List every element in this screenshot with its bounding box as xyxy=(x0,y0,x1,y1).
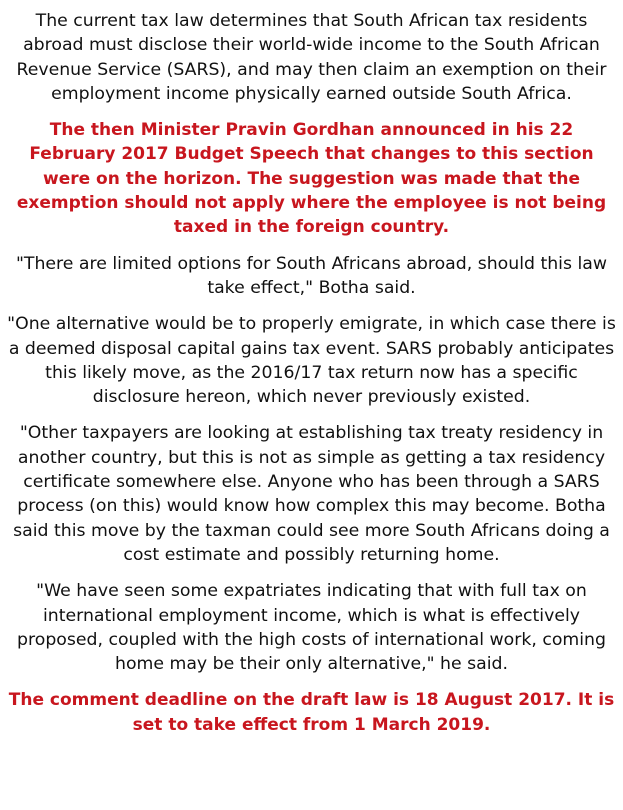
article-body xyxy=(0,9,623,749)
paragraph-highlight-comment-deadline: The comment deadline on the draft law is 18 August 2017. It is set to take effect from 1 March 2019. xyxy=(8,690,615,735)
paragraph-botha-quote-options: "There are limited options for South Africans abroad, should this law take effect," Botha said. xyxy=(15,253,608,298)
paragraph-emigrate-alternative: "One alternative would be to properly emigrate, in which case there is a deemed disposal capital gains tax event. SARS probably anticipates this likely move, as the 2016/17 tax return now has a specific disclosure hereon, which never previously existed. xyxy=(7,314,616,408)
paragraph-tax-treaty-residency: "Other taxpayers are looking at establishing tax treaty residency in another country, but this is not as simple as getting a tax residency certificate somewhere else. Anyone who has been through a SARS process (on this) would know how complex this may become. Botha said this move by the taxman could see more South Africans doing a cost estimate and possibly returning home. xyxy=(13,423,610,565)
paragraph-highlight-budget-speech: The then Minister Pravin Gordhan announced in his 22 February 2017 Budget Speech that changes to this section were on the horizon. The suggestion was made that the exemption should not apply where the employee is not being taxed in the foreign country. xyxy=(16,120,607,238)
paragraph-expatriates-quote: "We have seen some expatriates indicating that with full tax on international employment income, which is what is effectively proposed, coupled with the high costs of international work, coming home may be their only alternative," he said. xyxy=(17,581,606,675)
paragraph-tax-law-intro: The current tax law determines that South African tax residents abroad must disclose their world-wide income to the South African Revenue Service (SARS), and may then claim an exemption on their employment income physically earned outside South Africa. xyxy=(16,11,607,104)
